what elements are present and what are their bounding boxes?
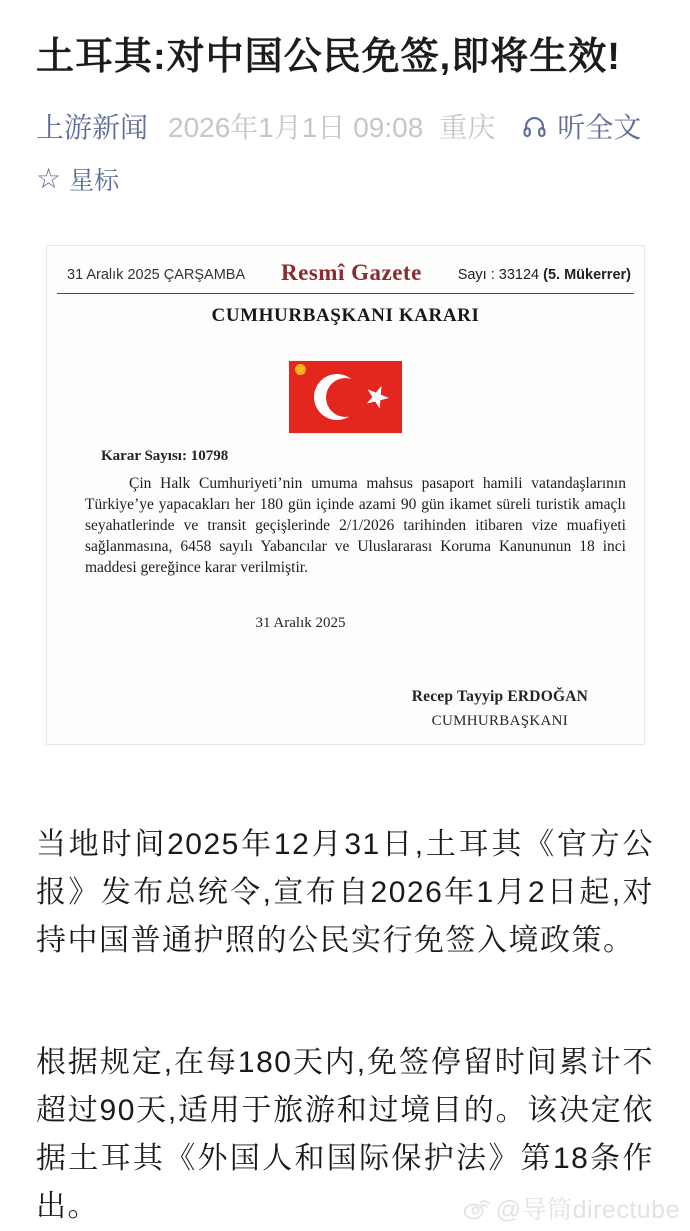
gazette-issue-number bbox=[458, 267, 631, 286]
watermark-text: @导筒directube bbox=[495, 1196, 680, 1224]
publish-location: 重庆 bbox=[439, 112, 496, 143]
article-page bbox=[0, 34, 690, 1229]
flag-star-icon bbox=[361, 381, 392, 412]
gazette-heading: CUMHURBAŞKANI KARARI bbox=[211, 305, 480, 326]
presidential-sun-emblem-icon bbox=[295, 364, 306, 375]
signer-title: CUMHURBAŞKANI bbox=[431, 713, 569, 729]
headphone-icon bbox=[521, 113, 548, 140]
star-label: 星标 bbox=[69, 167, 120, 195]
listen-label: 听全文 bbox=[557, 112, 642, 143]
publish-date: 2026年1月1日 09:08 bbox=[168, 112, 424, 143]
gazette-header bbox=[47, 246, 644, 291]
page-title: 土耳其:对中国公民免签,即将生效! bbox=[36, 36, 621, 78]
source-link[interactable]: 上游新闻 bbox=[36, 112, 149, 143]
gazette-masthead: Resmî Gazete bbox=[281, 260, 422, 285]
decision-number: Karar Sayısı: 10798 bbox=[101, 448, 229, 464]
decision-body-text: Çin Halk Cumhuriyeti’nin umuma mahsus pasaport hamili vatandaşlarının Türkiye’ye yapacakları her 180 gün içinde azami 90 gün ikamet süreli turistik amaçlı seyahatlerinde ve transit geçişlerinde 2/1/2026 tarihinden itibaren vize muafiyeti sağlanmasına, 6458 sayılı Yabancılar ve Uluslararası Koruma Kanununun 18 inci maddesi gereğince karar verilmiştir. bbox=[85, 475, 626, 576]
signature-block bbox=[412, 688, 588, 730]
listen-full-text-button[interactable] bbox=[521, 106, 641, 146]
flag-crescent-cutout bbox=[326, 378, 365, 417]
issue-suffix: (5. Mükerrer) bbox=[543, 267, 631, 283]
star-button[interactable] bbox=[36, 161, 654, 197]
signer-name: Recep Tayyip ERDOĞAN bbox=[411, 688, 588, 705]
turkish-flag bbox=[289, 361, 402, 433]
issue-prefix: Sayı : 33124 bbox=[457, 267, 544, 283]
weibo-watermark bbox=[463, 1190, 680, 1226]
gazette-date-line: 31 Aralık 2025 ÇARŞAMBA bbox=[67, 267, 246, 283]
gazette-scan-image[interactable] bbox=[46, 245, 645, 745]
star-icon: ☆ bbox=[36, 163, 62, 194]
gazette-divider bbox=[57, 293, 634, 294]
weibo-logo-icon bbox=[463, 1197, 491, 1220]
decision-date: 31 Aralık 2025 bbox=[255, 615, 346, 631]
article-paragraph-2: 根据规定,在每180天内,免签停留时间累计不超过90天,适用于旅游和过境目的。该决定依据土耳其《外国人和国际保护法》第18条作出。 bbox=[36, 1046, 654, 1223]
article-paragraph-1: 当地时间2025年12月31日,土耳其《官方公报》发布总统令,宣布自2026年1月2日起,对持中国普通护照的公民实行免签入境政策。 bbox=[36, 828, 654, 957]
article-meta bbox=[36, 106, 654, 146]
